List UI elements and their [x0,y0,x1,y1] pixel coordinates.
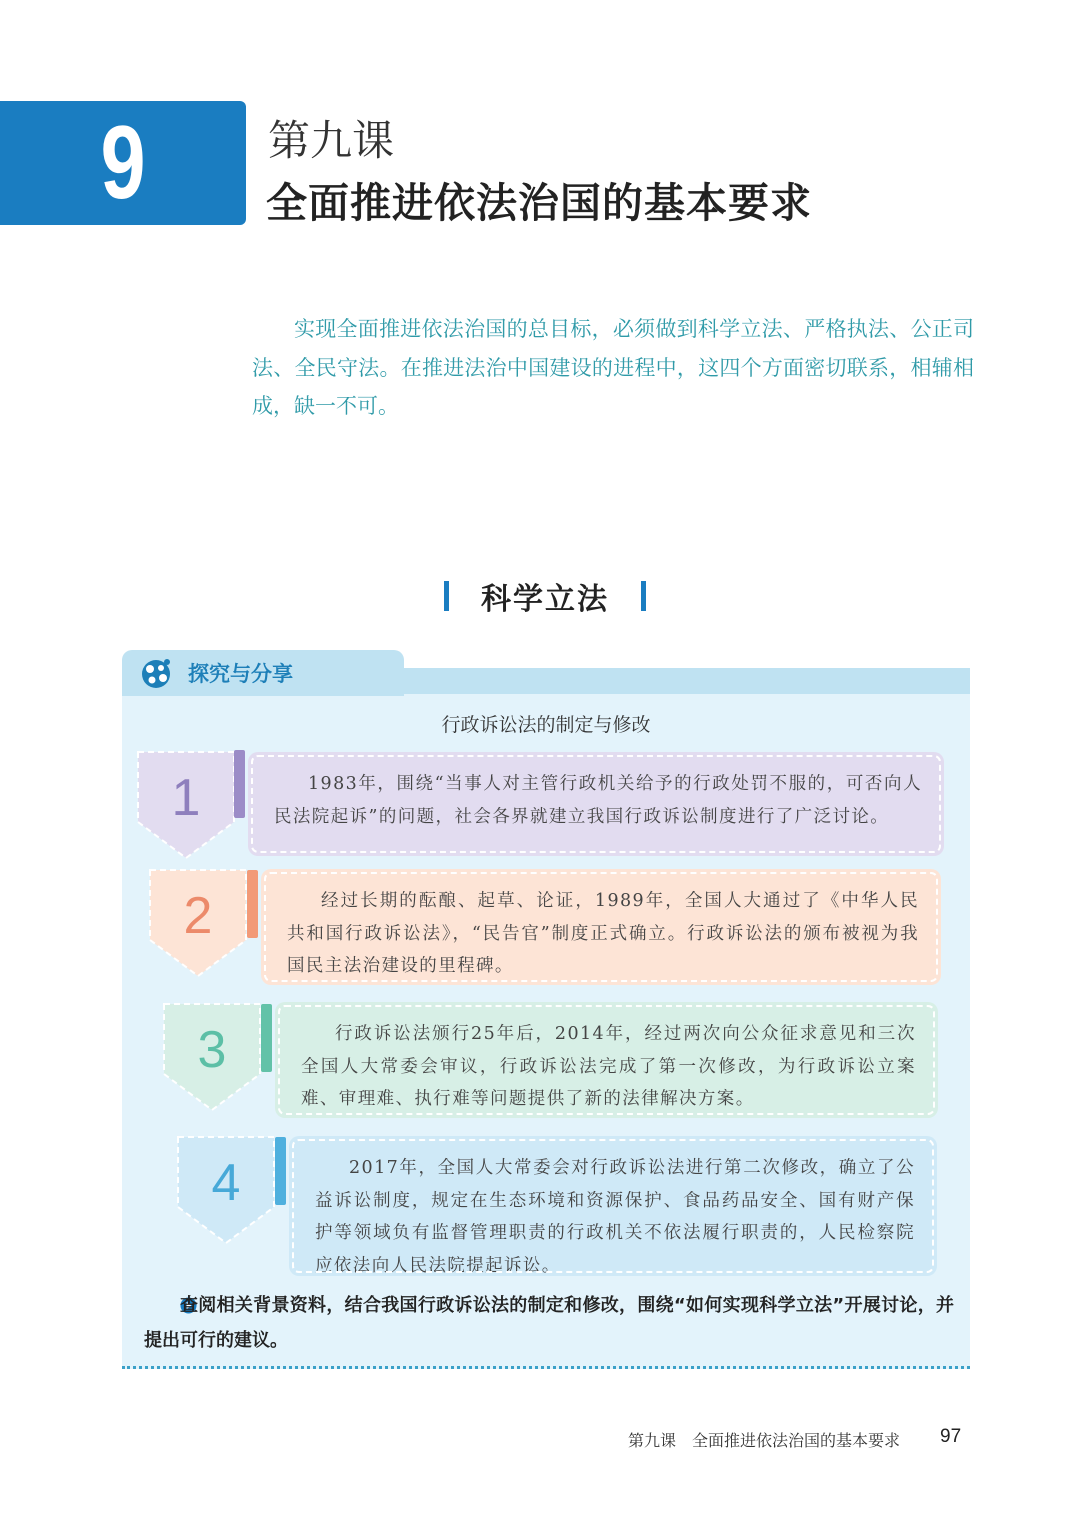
tab-label: 探究与分享 [188,662,293,686]
step-strip [247,870,258,938]
task-instruction: 查阅相关背景资料，结合我国行政诉讼法的制定和修改，围绕“如何实现科学立法”开展讨论，并提出可行的建议。 [144,1295,954,1351]
step-number: 3 [197,1021,227,1079]
step-strip [275,1137,286,1205]
heading-right-bar [641,581,646,611]
step-number: 2 [183,887,213,945]
step-number: 4 [211,1154,241,1212]
panel-title: 行政诉讼法的制定与修改 [441,714,651,736]
lesson-number-block [0,101,246,225]
step-text: 行政诉讼法颁行25年后，2014年，经过两次向公众征求意见和三次全国人大常委会审议，行政诉讼法完成了第一次修改，为行政诉讼立案难、审理难、执行难等问题提供了新的法律解决方案。 [275,1002,938,1118]
step-number: 1 [171,769,201,827]
footer-lesson-title: 第九课 全面推进依法治国的基本要求 [628,1431,901,1450]
page-number: 97 [940,1426,962,1447]
lesson-number: 9 [100,104,146,221]
lesson-title: 全面推进依法治国的基本要求 [266,179,812,227]
step-text: 2017年，全国人大常委会对行政诉讼法进行第二次修改，确立了公益诉讼制度，规定在生态环境和资源保护、食品药品安全、国有财产保护等领域负有监督管理职责的行政机关不依法履行职责的，人民检察院应依法向人民法院提起诉讼。 [289,1136,937,1276]
step-strip [261,1004,272,1072]
explore-icon [138,655,174,691]
step-strip [234,750,245,818]
lesson-subtitle: 第九课 [268,116,395,165]
intro-paragraph: 实现全面推进依法治国的总目标，必须做到科学立法、严格执法、公正司法、全民守法。在推进法治中国建设的进程中，这四个方面密切联系，相辅相成，缺一不可。 [252,317,974,418]
heading-left-bar [444,581,449,611]
explore-share-tab [122,650,404,696]
step-text: 经过长期的酝酿、起草、论证，1989年，全国人大通过了《中华人民共和国行政诉讼法》，“民告官”制度正式确立。行政诉讼法的颁布被视为我国民主法治建设的里程碑。 [261,869,941,985]
section-title: 科学立法 [481,582,609,617]
section-heading [0,574,1080,618]
step-text: 1983年，围绕“当事人对主管行政机关给予的行政处罚不服的，可否向人民法院起诉”的问题，社会各界就建立我国行政诉讼制度进行了广泛讨论。 [248,752,944,856]
